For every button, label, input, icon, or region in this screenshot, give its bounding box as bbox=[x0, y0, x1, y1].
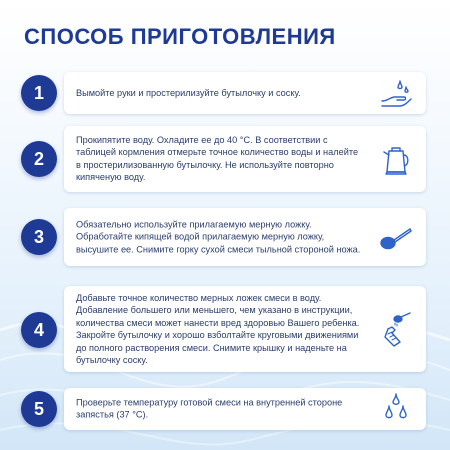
step-text: Обязательно используйте прилагаемую мерную ложку. Обработайте кипящей водой прилагаемую мерную ложку, высушите ее. Снимите горку сухой смеси тыльной стороной ножа. bbox=[76, 219, 361, 255]
step-card-1 bbox=[64, 72, 426, 114]
step-card-5 bbox=[64, 388, 426, 430]
step-card-2 bbox=[64, 126, 426, 192]
step-card-3 bbox=[64, 208, 426, 266]
drops-icon bbox=[378, 391, 414, 427]
kettle-icon bbox=[378, 141, 414, 177]
step-number-4: 4 bbox=[21, 312, 57, 348]
spoon-bottle-icon bbox=[378, 311, 414, 347]
step-number-1: 1 bbox=[21, 75, 57, 111]
step-number-3: 3 bbox=[21, 219, 57, 255]
step-text: Вымойте руки и простерилизуйте бутылочку и соску. bbox=[76, 87, 301, 98]
step-text: Проверьте температуру готовой смеси на внутренней стороне запястья (37 °С). bbox=[76, 397, 343, 420]
hand-water-icon bbox=[378, 75, 414, 111]
measuring-spoon-icon bbox=[378, 219, 414, 255]
step-text: Добавьте точное количество мерных ложек смеси в воду. Добавление большего или меньшего, чем указано в инструкции, количества смеси может нанести вред здоровью Вашего ребенка. Закройте бутылочку и хорошо взболтайте круговыми движениями до полного растворения смеси. Снимите крышку и наденьте на бутылочку соску. bbox=[76, 292, 360, 365]
step-text: Прокипятите воду. Охладите ее до 40 °С. В соответствии с таблицей кормления отмерьте точное количество воды и налейте в простерилизованную бутылочку. Не используйте повторно кипяченую воду. bbox=[76, 135, 359, 183]
page-title: СПОСОБ ПРИГОТОВЛЕНИЯ bbox=[24, 24, 336, 49]
step-number-5: 5 bbox=[21, 391, 57, 427]
step-card-4 bbox=[64, 286, 426, 372]
step-number-2: 2 bbox=[21, 141, 57, 177]
